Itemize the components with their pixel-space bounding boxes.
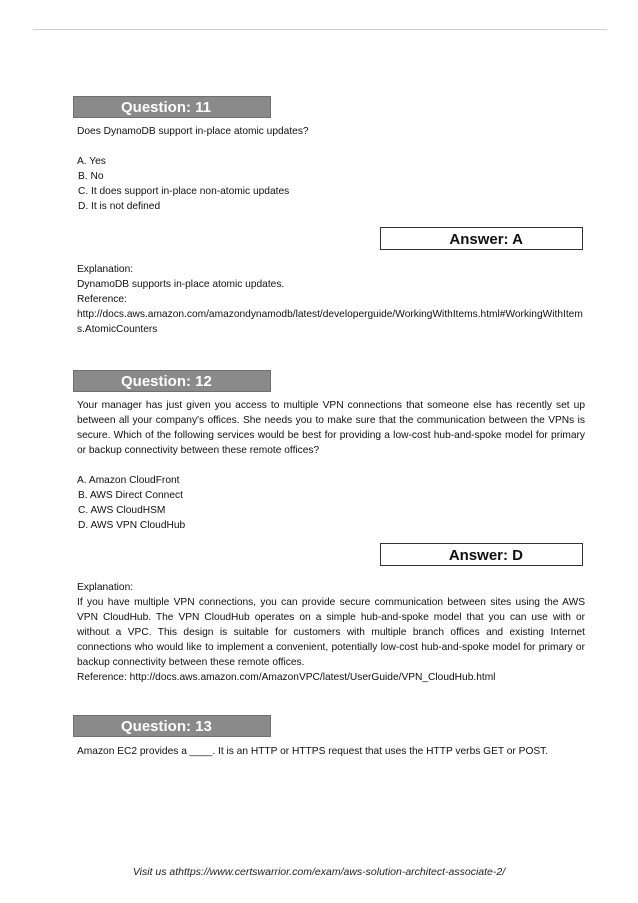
answer-11-box: Answer: A bbox=[380, 227, 583, 250]
question-11-option-a: A. Yes bbox=[77, 156, 106, 167]
question-13-heading: Question: 13 bbox=[73, 715, 271, 737]
explanation-11-text: DynamoDB supports in-place atomic updates. bbox=[77, 279, 285, 290]
question-11-body bbox=[77, 124, 585, 214]
question-12-option-a: A. Amazon CloudFront bbox=[77, 475, 180, 486]
explanation-12 bbox=[77, 580, 585, 685]
reference-11-url: http://docs.aws.amazon.com/amazondynamodb/latest/developerguide/WorkingWithItems.html#WorkingWithItems.AtomicCounters bbox=[77, 309, 583, 335]
question-11-text: Does DynamoDB support in-place atomic updates? bbox=[77, 126, 309, 137]
question-12-option-b: B. AWS Direct Connect bbox=[78, 490, 183, 501]
explanation-12-text: If you have multiple VPN connections, you can provide secure communication between sites using the AWS VPN CloudHub. The VPN CloudHub operates on a simple hub-and-spoke model that you can use with or without a VPC. This design is suitable for customers with multiple branch offices and existing Internet connections who would like to implement a convenient, potentially low-cost hub-and-spoke model for primary or backup connectivity between these remote offices. bbox=[77, 597, 585, 668]
question-12-text: Your manager has just given you access to multiple VPN connections that someone else has recently set up between all your company's offices. She needs you to make sure that the communication between the VPNs is secure. Which of the following services would be best for providing a low-cost hub-and-spoke model for primary or backup connectivity between these remote offices? bbox=[77, 400, 585, 456]
question-11-option-d: D. It is not defined bbox=[78, 201, 161, 212]
reference-11-label: Reference: bbox=[77, 294, 127, 305]
explanation-11 bbox=[77, 262, 585, 337]
question-11-option-c: C. It does support in-place non-atomic updates bbox=[78, 186, 290, 197]
footer-visit-link[interactable]: Visit us athttps://www.certswarrior.com/exam/aws-solution-architect-associate-2/ bbox=[132, 866, 506, 878]
question-12-option-d: D. AWS VPN CloudHub bbox=[78, 520, 186, 531]
answer-12-box: Answer: D bbox=[380, 543, 583, 566]
question-11-option-b: B. No bbox=[78, 171, 104, 182]
reference-12: Reference: http://docs.aws.amazon.com/AmazonVPC/latest/UserGuide/VPN_CloudHub.html bbox=[77, 672, 496, 683]
question-11-heading: Question: 11 bbox=[73, 96, 271, 118]
explanation-11-label: Explanation: bbox=[77, 264, 134, 275]
explanation-12-label: Explanation: bbox=[77, 582, 134, 593]
question-12-option-c: C. AWS CloudHSM bbox=[78, 505, 166, 516]
question-13-body bbox=[77, 744, 585, 759]
question-12-body bbox=[77, 398, 585, 533]
header-divider bbox=[33, 29, 607, 30]
question-13-text: Amazon EC2 provides a ____. It is an HTTP or HTTPS request that uses the HTTP verbs GET or POST. bbox=[77, 746, 549, 757]
question-12-heading: Question: 12 bbox=[73, 370, 271, 392]
